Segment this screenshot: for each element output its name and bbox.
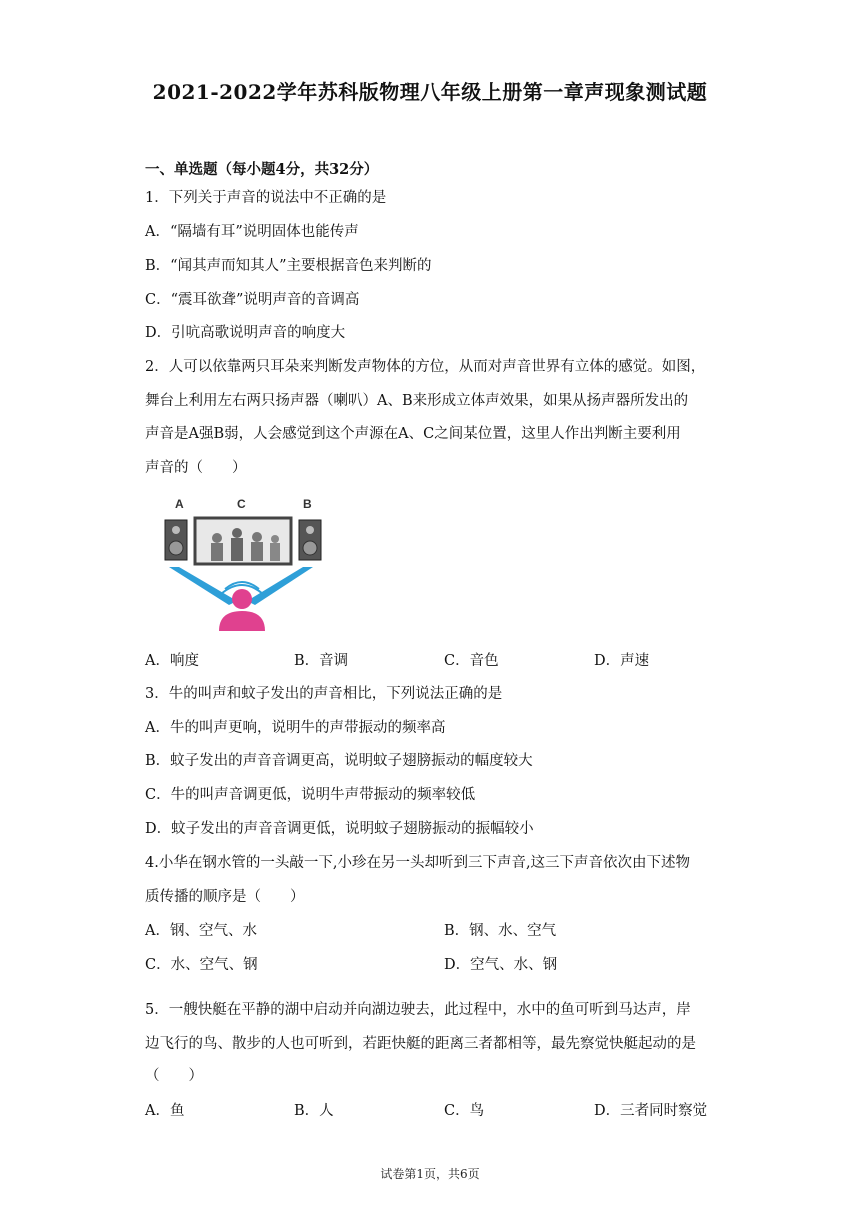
q4-stem-line2: 质传播的顺序是（ ）	[145, 889, 305, 905]
q3-stem: 3．牛的叫声和蚊子发出的声音相比，下列说法正确的是	[145, 686, 503, 702]
q2-stem-line1: 2．人可以依靠两只耳朵来判断发声物体的方位，从而对声音世界有立体的感觉。如图，	[145, 359, 706, 375]
q4-stem-line1: 4.小华在钢水管的一头敲一下,小珍在另一头却听到三下声音,这三下声音依次由下述物	[145, 855, 691, 871]
q5-option-c: C．鸟	[444, 1103, 485, 1119]
section-heading: 一、单选题（每小题4分，共32分）	[145, 161, 379, 178]
stage-screen	[195, 518, 291, 564]
q3-option-c: C．牛的叫声音调更低，说明牛声带振动的频率较低	[145, 787, 476, 803]
q2-stem-line2: 舞台上利用左右两只扬声器（喇叭）A、B来形成立体声效果，如果从扬声器所发出的	[145, 393, 689, 409]
page-title: 2021-2022学年苏科版物理八年级上册第一章声现象测试题	[152, 80, 708, 104]
q4-option-c: C．水、空气、钢	[145, 957, 258, 973]
q5-stem-line1: 5．一艘快艇在平静的湖中启动并向湖边驶去，此过程中，水中的鱼可听到马达声，岸	[145, 1002, 691, 1018]
q4-option-b: B．钢、水、空气	[444, 923, 557, 939]
sound-beam-b	[247, 567, 313, 605]
figure-label-a: A	[175, 497, 184, 511]
q5-option-a: A．鱼	[145, 1103, 185, 1119]
speaker-b-icon	[299, 520, 321, 560]
q1-stem: 1．下列关于声音的说法中不正确的是	[145, 190, 387, 206]
q5-stem-line3: （ ）	[145, 1068, 203, 1084]
q3-option-b: B．蚊子发出的声音音调更高，说明蚊子翅膀振动的幅度较大	[145, 753, 533, 769]
q2-stem-line4: 声音的（ ）	[145, 460, 247, 476]
q5-stem-line2: 边飞行的鸟、散步的人也可听到，若距快艇的距离三者都相等，最先察觉快艇起动的是	[145, 1036, 696, 1052]
q1-option-d: D．引吭高歌说明声音的响度大	[145, 325, 346, 341]
figure-label-c: C	[237, 497, 246, 511]
q2-option-d: D．声速	[594, 653, 650, 669]
q2-option-a: A．响度	[145, 653, 199, 669]
q5-option-d: D．三者同时察觉	[594, 1103, 708, 1119]
q2-option-b: B．音调	[294, 653, 349, 669]
q2-stem-line3: 声音是A强B弱，人会感觉到这个声源在A、C之间某位置，这里人作出判断主要利用	[145, 426, 681, 442]
q5-option-b: B．人	[294, 1103, 334, 1119]
figure-label-b: B	[303, 497, 312, 511]
q1-option-c: C．“震耳欲聋”说明声音的音调高	[145, 292, 360, 308]
speaker-a-icon	[165, 520, 187, 560]
sound-beam-a	[169, 567, 237, 605]
q3-option-a: A．牛的叫声更响，说明牛的声带振动的频率高	[145, 720, 446, 736]
q4-option-d: D．空气、水、钢	[444, 957, 558, 973]
q4-option-a: A．钢、空气、水	[145, 923, 257, 939]
q1-option-b: B．“闻其声而知其人”主要根据音色来判断的	[145, 258, 432, 274]
stereo-figure	[145, 493, 325, 633]
q3-option-d: D．蚊子发出的声音音调更低，说明蚊子翅膀振动的振幅较小	[145, 821, 534, 837]
q2-option-c: C．音色	[444, 653, 499, 669]
page-footer: 试卷第1页，共6页	[380, 1167, 480, 1181]
listener-icon	[219, 582, 265, 631]
q1-option-a: A．“隔墙有耳”说明固体也能传声	[145, 224, 359, 240]
